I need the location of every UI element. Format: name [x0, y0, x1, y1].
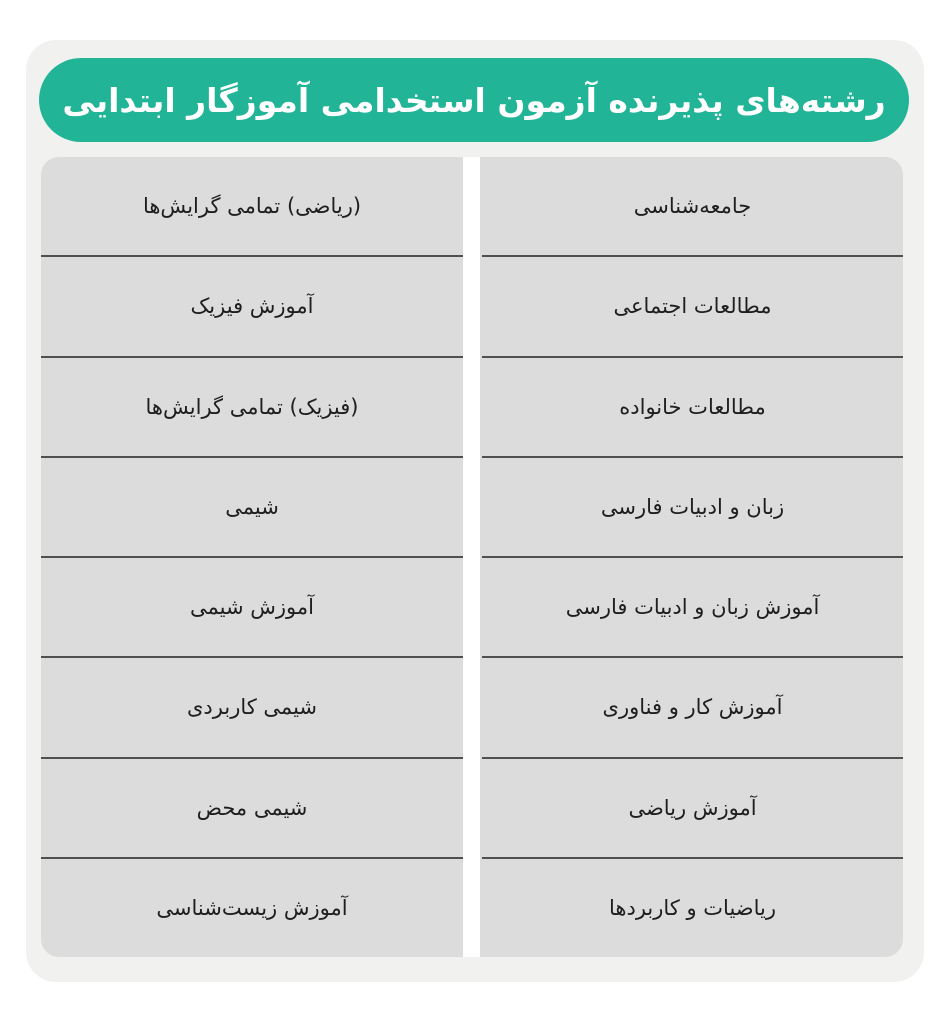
table-cell: آموزش زیست‌شناسی	[156, 895, 348, 920]
table-cell: مطالعات اجتماعی	[482, 257, 903, 357]
table-cell: مطالعات خانواده	[482, 358, 903, 458]
table-cell: آموزش ریاضی	[482, 759, 903, 859]
table-cell: آموزش شیمی	[41, 558, 463, 658]
table-cell: شیمی	[41, 458, 463, 558]
column-divider	[463, 157, 480, 957]
table-cell: (ریاضی) تمامی گرایش‌ها	[41, 157, 463, 257]
table-cell: زبان و ادبیات فارسی	[482, 458, 903, 558]
page-title: رشته‌های پذیرنده آزمون استخدامی آموزگار ابتدایی	[62, 80, 886, 120]
table-cell: آموزش زبان و ادبیات فارسی	[482, 558, 903, 658]
table-cell: آموزش فیزیک	[41, 257, 463, 357]
right-column	[482, 157, 903, 957]
left-column	[41, 157, 463, 957]
table-cell: آموزش کار و فناوری	[482, 658, 903, 758]
table-cell: ریاضیات و کاربردها	[609, 895, 777, 920]
header-banner	[39, 58, 909, 142]
table-cell: (فیزیک) تمامی گرایش‌ها	[41, 358, 463, 458]
table-cell: جامعه‌شناسی	[482, 157, 903, 257]
table-cell: شیمی محض	[41, 759, 463, 859]
table-cell: شیمی کاربردی	[41, 658, 463, 758]
